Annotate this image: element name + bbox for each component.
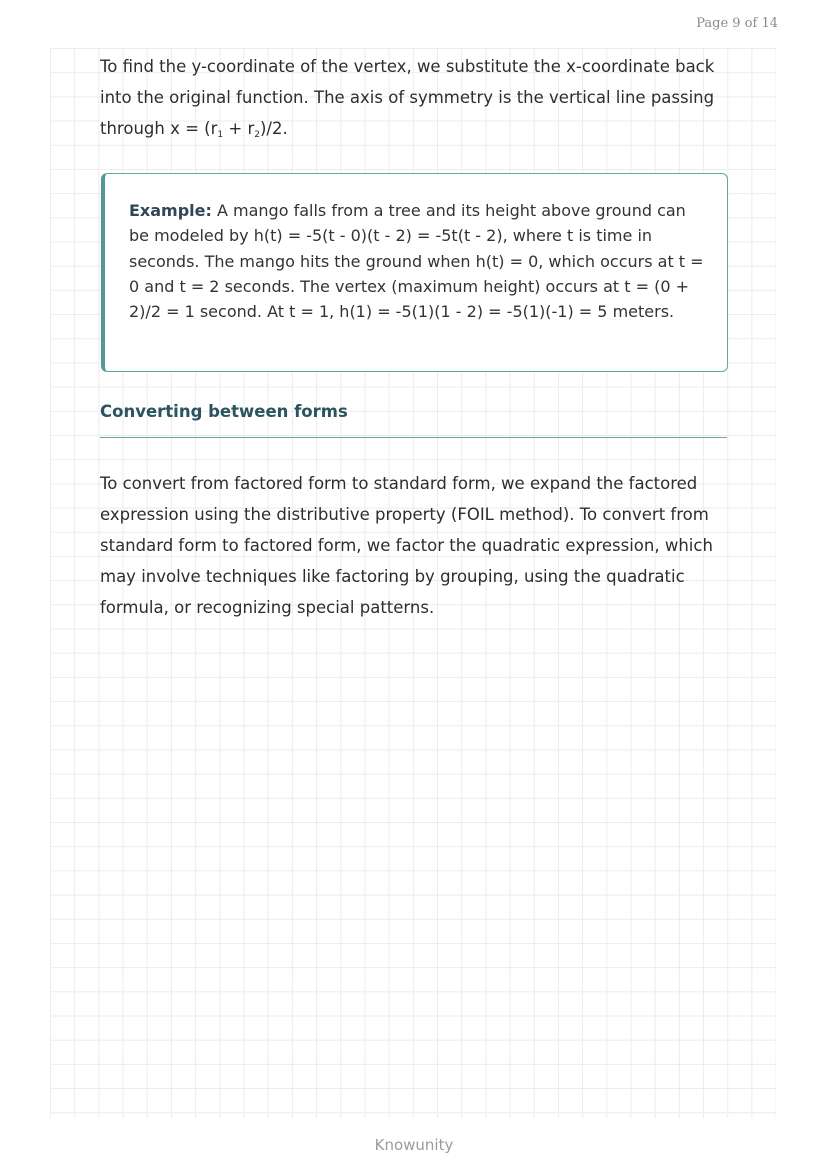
- example-label: Example:: [129, 201, 212, 220]
- section-heading: Converting between forms: [100, 402, 348, 421]
- section-paragraph: To convert from factored form to standard form, we expand the factored expression using the distributive property (FOIL method). To convert from standard form to factored form, we factor the quadratic expression, which may involve techniques like factoring by grouping, using the quadratic formula, or recognizing special patterns.: [100, 474, 713, 617]
- example-text: [129, 198, 704, 324]
- section-divider: [100, 437, 727, 438]
- intro-text-after: )/2.: [259, 119, 288, 138]
- example-body: A mango falls from a tree and its height above ground can be modeled by h(t) = -5(t - 0)(t - 2) = -5t(t - 2), where t is time in seconds. The mango hits the ground when h(t) = 0, which occurs at t = 0 and t = 2 seconds. The vertex (maximum height) occurs at t = (0 + 2)/2 = 1 second. At t = 1, h(1) = -5(1)(1 - 2) = -5(1)(-1) = 5 meters.: [129, 201, 704, 322]
- subscript-1: 1: [217, 130, 224, 140]
- subscript-2: 2: [254, 130, 260, 140]
- example-callout-box: [101, 173, 728, 372]
- page-number: Page 9 of 14: [696, 16, 778, 31]
- intro-paragraph: [100, 51, 740, 144]
- intro-text-before: To find the y-coordinate of the vertex, we substitute the x-coordinate back into the original function. The axis of symmetry is the vertical line passing through x = (r: [100, 57, 715, 138]
- footer-brand: Knowunity: [374, 1136, 454, 1154]
- intro-text-middle: + r: [223, 119, 255, 138]
